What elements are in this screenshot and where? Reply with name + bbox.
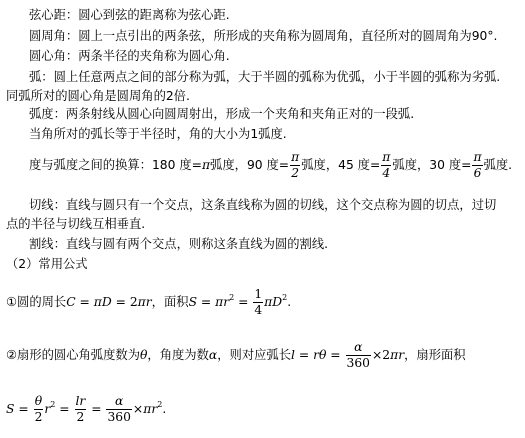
conversion-line: 度与弧度之间的换算：180 度=π弧度，90 度= $\frac{\pi}{2}$ 弧度，45 度= $\frac{\pi}{4}$ 弧度，30 度= $\frac{\pi}{6}$ 弧度. — [29, 150, 513, 180]
def-arc-line2: 同弧所对的圆心角是圆周角的2倍. — [6, 89, 190, 103]
def-central-angle: 圆心角：两条半径的夹角称为圆心角. — [29, 49, 230, 63]
fraction-pi-over-4: $\frac{\pi}{4}$ — [382, 150, 391, 180]
formula-circle: ①圆的周长C = πD = 2πr，面积$S = \pi r^2$ = $\frac{1}{4}$ $\pi D^2$. — [6, 287, 292, 317]
tangent-line1: 切线：直线与圆只有一个交点，这条直线称为圆的切线，这个交点称为圆的切点，过切 — [29, 198, 497, 212]
secant-def: 割线：直线与圆有两个交点，则称这条直线为圆的割线. — [29, 237, 329, 251]
fraction-alpha-over-360: $\frac{\alpha}{360}$ — [107, 394, 131, 424]
fraction-alpha-over-360: $\frac{\alpha}{360}$ — [346, 340, 370, 370]
section-title: （2）常用公式 — [6, 257, 88, 271]
tangent-line2: 点的半径与切线互相垂直. — [6, 217, 146, 231]
def-radian-line2: 当角所对的弧长等于半径时，角的大小为1弧度. — [29, 127, 287, 141]
def-chord-distance: 弦心距：圆心到弦的距离称为弦心距. — [29, 8, 230, 22]
formula-sector-arc: ②扇形的圆心角弧度数为θ，角度为数α，则对应弧长l = rθ = $\frac{\alpha}{360}$ ×2πr，扇形面积 — [6, 340, 466, 370]
def-radian-line1: 弧度：两条射线从圆心向圆周射出，形成一个夹角和夹角正对的一段弧. — [29, 107, 415, 121]
formula-sector-area: S = $\frac{\theta}{2}$ $r^2$ = $\frac{lr}{2}$ = $\frac{\alpha}{360}$ $\times\pi r^2$. — [6, 394, 167, 424]
fraction-theta-over-2: $\frac{\theta}{2}$ — [34, 394, 43, 424]
fraction-1-over-4: $\frac{1}{4}$ — [254, 287, 263, 317]
def-inscribed-angle: 圆周角：圆上一点引出的两条弦，所形成的夹角称为圆周角，直径所对的圆周角为90°. — [29, 29, 498, 43]
fraction-pi-over-2: $\frac{\pi}{2}$ — [291, 150, 300, 180]
fraction-pi-over-6: $\frac{\pi}{6}$ — [473, 150, 482, 180]
def-arc-line1: 弧：圆上任意两点之间的部分称为弧，大于半圆的弧称为优弧，小于半圆的弧称为劣弧. — [29, 70, 501, 84]
fraction-lr-over-2: $\frac{lr}{2}$ — [75, 394, 86, 424]
